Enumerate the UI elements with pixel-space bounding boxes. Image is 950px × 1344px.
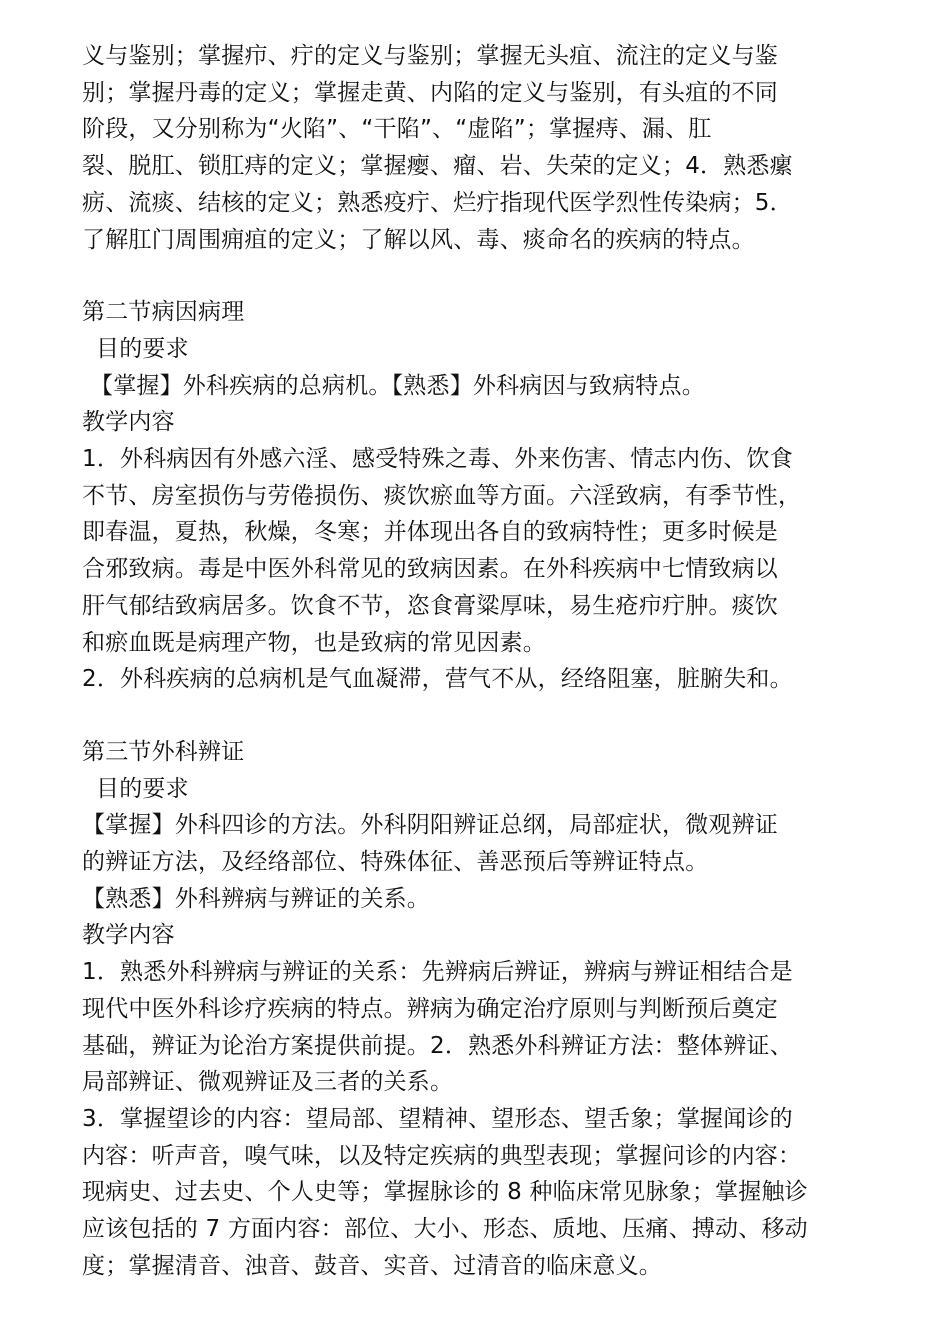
text-line: 不节、房室损伤与劳倦损伤、痰饮瘀血等方面。六淫致病，有季节性，	[82, 482, 802, 509]
text-line: 3．掌握望诊的内容：望局部、望精神、望形态、望舌象；掌握闻诊的	[82, 1105, 793, 1132]
paragraph-gap	[82, 258, 882, 294]
text-line: 义与鉴别；掌握疖、疔的定义与鉴别；掌握无头疽、流注的定义与鉴	[82, 43, 778, 69]
text-line: 局部辨证、微观辨证及三者的关系。	[82, 1069, 454, 1096]
text-line: 现代中医外科诊疗疾病的特点。辨病为确定治疗原则与判断预后奠定	[82, 995, 778, 1022]
text-line: 裂、脱肛、锁肛痔的定义；掌握瘿、瘤、岩、失荣的定义；4．熟悉瘰	[82, 153, 793, 180]
text-line: 别；掌握丹毒的定义；掌握走黄、内陷的定义与鉴别，有头疽的不同	[82, 79, 778, 106]
objective-heading: 目的要求	[96, 775, 189, 802]
text-line: 即春温，夏热，秋燥，冬寒；并体现出各自的致病特性；更多时候是	[82, 519, 778, 546]
text-line: 现病史、过去史、个人史等；掌握脉诊的 8 种临床常见脉象；掌握触诊	[82, 1179, 808, 1206]
section-etiology	[82, 294, 882, 698]
text-line: 2．外科疾病的总病机是气血凝滞，营气不从，经络阻塞，脏腑失和。	[82, 666, 793, 693]
section-title: 第二节病因病理	[82, 299, 245, 326]
text-line: 基础，辨证为论治方案提供前提。2．熟悉外科辨证方法：整体辨证、	[82, 1032, 793, 1059]
document-page	[82, 38, 882, 1285]
text-line: 度；掌握清音、浊音、鼓音、实音、过清音的临床意义。	[82, 1252, 662, 1279]
text-line: 合邪致病。毒是中医外科常见的致病因素。在外科疾病中七情致病以	[82, 556, 778, 583]
text-line: 内容：听声音，嗅气味，以及特定疾病的典型表现；掌握问诊的内容：	[82, 1142, 802, 1169]
text-line: 阶段，又分别称为“火陷”、“干陷”、“虚陷”；掌握痔、漏、肛	[82, 116, 712, 143]
content-heading: 教学内容	[82, 409, 175, 436]
text-line: 疬、流痰、结核的定义；熟悉疫疔、烂疔指现代医学烈性传染病；5．	[82, 189, 793, 216]
content-heading: 教学内容	[82, 922, 175, 949]
objective-heading: 目的要求	[96, 335, 189, 362]
intro-paragraph	[82, 38, 882, 258]
text-line: 1．熟悉外科辨病与辨证的关系：先辨病后辨证，辨病与辨证相结合是	[82, 959, 793, 986]
objective-text: 【掌握】外科四诊的方法。外科阴阳辨证总纲，局部症状，微观辨证	[82, 812, 778, 839]
text-line: 肝气郁结致病居多。饮食不节，恣食膏粱厚味，易生疮疖疔肿。痰饮	[82, 592, 778, 619]
section-diagnosis	[82, 734, 882, 1285]
section-title: 第三节外科辨证	[82, 738, 245, 765]
text-line: 和瘀血既是病理产物，也是致病的常见因素。	[82, 629, 546, 656]
objective-text: 【掌握】外科疾病的总病机。【熟悉】外科病因与致病特点。	[90, 372, 705, 399]
objective-text: 的辨证方法，及经络部位、特殊体征、善恶预后等辨证特点。	[82, 849, 709, 876]
objective-text: 【熟悉】外科辨病与辨证的关系。	[82, 885, 430, 912]
text-line: 了解肛门周围痈疽的定义；了解以风、毒、痰命名的疾病的特点。	[82, 226, 755, 253]
text-line: 1．外科病因有外感六淫、感受特殊之毒、外来伤害、情志内伤、饮食	[82, 446, 793, 473]
text-line: 应该包括的 7 方面内容：部位、大小、形态、质地、压痛、搏动、移动	[82, 1216, 808, 1243]
paragraph-gap	[82, 698, 882, 734]
